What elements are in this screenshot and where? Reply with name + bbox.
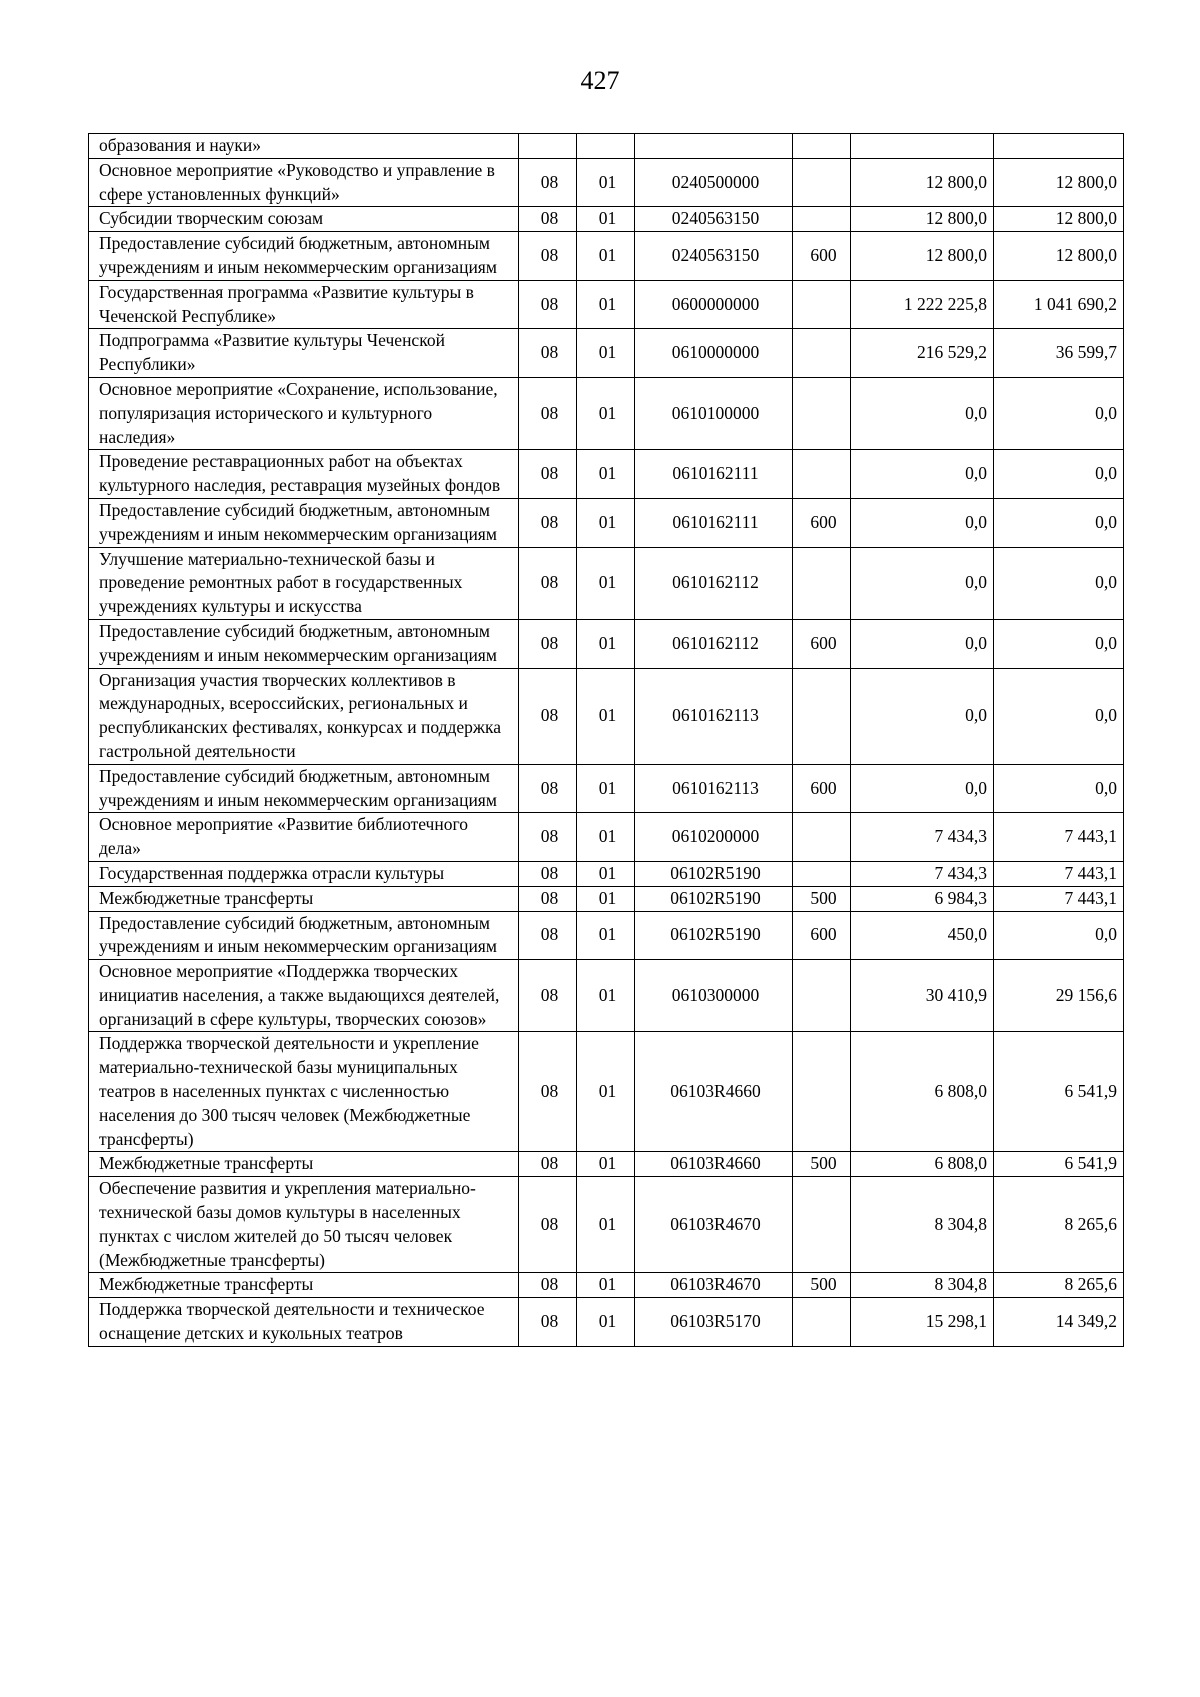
item-name-cell: Межбюджетные трансферты (89, 1152, 519, 1177)
section-code-cell (519, 134, 577, 159)
target-article-cell: 0610000000 (635, 329, 793, 378)
subsection-code-cell: 01 (577, 1177, 635, 1273)
table-row (89, 498, 1124, 547)
subsection-code-cell: 01 (577, 764, 635, 813)
expense-type-cell (793, 329, 851, 378)
amount-year2-cell: 0,0 (994, 377, 1124, 449)
section-code-cell: 08 (519, 280, 577, 329)
table-row (89, 1032, 1124, 1152)
item-name-cell: Поддержка творческой деятельности и укрепление материально-технической базы муниципальных театров в населенных пунктах с численностью населения до 300 тысяч человек (Межбюджетные трансферты) (89, 1032, 519, 1152)
amount-year2-cell: 36 599,7 (994, 329, 1124, 378)
target-article-cell: 06103R4660 (635, 1032, 793, 1152)
amount-year2-cell: 7 443,1 (994, 813, 1124, 862)
item-name-cell: Основное мероприятие «Сохранение, использование, популяризация исторического и культурного наследия» (89, 377, 519, 449)
amount-year2-cell (994, 134, 1124, 159)
expense-type-cell (793, 450, 851, 499)
subsection-code-cell: 01 (577, 498, 635, 547)
amount-year1-cell: 0,0 (851, 377, 994, 449)
table-row (89, 668, 1124, 764)
expense-type-cell: 500 (793, 1152, 851, 1177)
subsection-code-cell: 01 (577, 280, 635, 329)
amount-year2-cell: 1 041 690,2 (994, 280, 1124, 329)
target-article-cell: 06102R5190 (635, 861, 793, 886)
item-name-cell: Поддержка творческой деятельности и техническое оснащение детских и кукольных театров (89, 1298, 519, 1347)
expense-type-cell (793, 668, 851, 764)
item-name-cell: Государственная поддержка отрасли культуры (89, 861, 519, 886)
amount-year2-cell: 12 800,0 (994, 158, 1124, 207)
table-row (89, 280, 1124, 329)
expense-type-cell: 600 (793, 498, 851, 547)
amount-year1-cell: 8 304,8 (851, 1177, 994, 1273)
section-code-cell: 08 (519, 450, 577, 499)
target-article-cell: 0610162113 (635, 668, 793, 764)
subsection-code-cell: 01 (577, 232, 635, 281)
amount-year1-cell: 0,0 (851, 547, 994, 619)
amount-year1-cell: 12 800,0 (851, 232, 994, 281)
amount-year1-cell: 0,0 (851, 619, 994, 668)
amount-year1-cell: 12 800,0 (851, 207, 994, 232)
table-row (89, 911, 1124, 960)
amount-year2-cell: 0,0 (994, 911, 1124, 960)
table-row (89, 450, 1124, 499)
item-name-cell: Предоставление субсидий бюджетным, автономным учреждениям и иным некоммерческим организациям (89, 232, 519, 281)
amount-year2-cell: 12 800,0 (994, 207, 1124, 232)
item-name-cell: Обеспечение развития и укрепления материально-технической базы домов культуры в населенных пунктах с числом жителей до 50 тысяч человек (Межбюджетные трансферты) (89, 1177, 519, 1273)
table-row (89, 960, 1124, 1032)
expense-type-cell: 600 (793, 619, 851, 668)
amount-year1-cell: 216 529,2 (851, 329, 994, 378)
item-name-cell: Предоставление субсидий бюджетным, автономным учреждениям и иным некоммерческим организациям (89, 764, 519, 813)
expense-type-cell: 500 (793, 886, 851, 911)
amount-year2-cell: 0,0 (994, 547, 1124, 619)
amount-year1-cell: 450,0 (851, 911, 994, 960)
expense-type-cell (793, 1032, 851, 1152)
amount-year2-cell: 0,0 (994, 619, 1124, 668)
subsection-code-cell: 01 (577, 668, 635, 764)
subsection-code-cell: 01 (577, 911, 635, 960)
target-article-cell: 06103R4670 (635, 1177, 793, 1273)
target-article-cell: 0610100000 (635, 377, 793, 449)
section-code-cell: 08 (519, 619, 577, 668)
expense-type-cell (793, 813, 851, 862)
item-name-cell: Предоставление субсидий бюджетным, автономным учреждениям и иным некоммерческим организациям (89, 911, 519, 960)
table-row (89, 1273, 1124, 1298)
item-name-cell: Основное мероприятие «Руководство и управление в сфере установленных функций» (89, 158, 519, 207)
target-article-cell: 0610162112 (635, 547, 793, 619)
target-article-cell: 0610162111 (635, 498, 793, 547)
item-name-cell: Основное мероприятие «Развитие библиотечного дела» (89, 813, 519, 862)
section-code-cell: 08 (519, 158, 577, 207)
page-number: 427 (580, 66, 620, 95)
table-row (89, 861, 1124, 886)
item-name-cell: Межбюджетные трансферты (89, 1273, 519, 1298)
item-name-cell: Предоставление субсидий бюджетным, автономным учреждениям и иным некоммерческим организациям (89, 498, 519, 547)
table-row (89, 764, 1124, 813)
section-code-cell: 08 (519, 764, 577, 813)
subsection-code-cell: 01 (577, 813, 635, 862)
subsection-code-cell: 01 (577, 1298, 635, 1347)
amount-year2-cell: 8 265,6 (994, 1177, 1124, 1273)
subsection-code-cell: 01 (577, 861, 635, 886)
section-code-cell: 08 (519, 498, 577, 547)
section-code-cell: 08 (519, 668, 577, 764)
subsection-code-cell: 01 (577, 329, 635, 378)
item-name-cell: Подпрограмма «Развитие культуры Чеченской Республики» (89, 329, 519, 378)
amount-year2-cell: 8 265,6 (994, 1273, 1124, 1298)
target-article-cell: 06103R4670 (635, 1273, 793, 1298)
target-article-cell: 0610162112 (635, 619, 793, 668)
amount-year1-cell (851, 134, 994, 159)
amount-year1-cell: 15 298,1 (851, 1298, 994, 1347)
table-row (89, 207, 1124, 232)
item-name-cell: Предоставление субсидий бюджетным, автономным учреждениям и иным некоммерческим организациям (89, 619, 519, 668)
amount-year2-cell: 7 443,1 (994, 886, 1124, 911)
amount-year1-cell: 0,0 (851, 668, 994, 764)
expense-type-cell: 500 (793, 1273, 851, 1298)
subsection-code-cell: 01 (577, 158, 635, 207)
item-name-cell: Проведение реставрационных работ на объектах культурного наследия, реставрация музейных фондов (89, 450, 519, 499)
section-code-cell: 08 (519, 960, 577, 1032)
amount-year2-cell: 0,0 (994, 450, 1124, 499)
section-code-cell: 08 (519, 911, 577, 960)
subsection-code-cell: 01 (577, 960, 635, 1032)
table-row (89, 377, 1124, 449)
item-name-cell: Субсидии творческим союзам (89, 207, 519, 232)
table-row (89, 813, 1124, 862)
amount-year1-cell: 6 808,0 (851, 1032, 994, 1152)
expense-type-cell (793, 960, 851, 1032)
table-row (89, 134, 1124, 159)
section-code-cell: 08 (519, 1032, 577, 1152)
target-article-cell: 06103R4660 (635, 1152, 793, 1177)
target-article-cell: 0610300000 (635, 960, 793, 1032)
table-row (89, 158, 1124, 207)
table-row (89, 619, 1124, 668)
amount-year1-cell: 7 434,3 (851, 813, 994, 862)
target-article-cell: 0610162113 (635, 764, 793, 813)
target-article-cell: 06103R5170 (635, 1298, 793, 1347)
table-row (89, 547, 1124, 619)
table-row (89, 886, 1124, 911)
amount-year2-cell: 0,0 (994, 668, 1124, 764)
section-code-cell: 08 (519, 377, 577, 449)
expense-type-cell (793, 377, 851, 449)
expense-type-cell (793, 158, 851, 207)
target-article-cell: 0240563150 (635, 207, 793, 232)
section-code-cell: 08 (519, 232, 577, 281)
amount-year2-cell: 6 541,9 (994, 1032, 1124, 1152)
target-article-cell (635, 134, 793, 159)
target-article-cell: 0240500000 (635, 158, 793, 207)
target-article-cell: 0610200000 (635, 813, 793, 862)
subsection-code-cell: 01 (577, 886, 635, 911)
amount-year1-cell: 6 808,0 (851, 1152, 994, 1177)
item-name-cell: Основное мероприятие «Поддержка творческих инициатив населения, а также выдающихся деятелей, организаций в сфере культуры, творческих союзов» (89, 960, 519, 1032)
section-code-cell: 08 (519, 207, 577, 232)
amount-year1-cell: 12 800,0 (851, 158, 994, 207)
amount-year2-cell: 7 443,1 (994, 861, 1124, 886)
budget-table-body (89, 134, 1124, 1347)
amount-year2-cell: 0,0 (994, 498, 1124, 547)
subsection-code-cell: 01 (577, 450, 635, 499)
amount-year1-cell: 6 984,3 (851, 886, 994, 911)
table-row (89, 1298, 1124, 1347)
target-article-cell: 06102R5190 (635, 886, 793, 911)
section-code-cell: 08 (519, 1298, 577, 1347)
target-article-cell: 06102R5190 (635, 911, 793, 960)
expense-type-cell (793, 1177, 851, 1273)
item-name-cell: образования и науки» (89, 134, 519, 159)
section-code-cell: 08 (519, 861, 577, 886)
amount-year2-cell: 29 156,6 (994, 960, 1124, 1032)
amount-year2-cell: 14 349,2 (994, 1298, 1124, 1347)
target-article-cell: 0600000000 (635, 280, 793, 329)
expense-type-cell (793, 861, 851, 886)
table-row (89, 329, 1124, 378)
amount-year1-cell: 7 434,3 (851, 861, 994, 886)
budget-table (88, 133, 1124, 1347)
section-code-cell: 08 (519, 1177, 577, 1273)
target-article-cell: 0610162111 (635, 450, 793, 499)
subsection-code-cell: 01 (577, 619, 635, 668)
expense-type-cell (793, 1298, 851, 1347)
subsection-code-cell: 01 (577, 377, 635, 449)
section-code-cell: 08 (519, 1152, 577, 1177)
subsection-code-cell: 01 (577, 1032, 635, 1152)
section-code-cell: 08 (519, 329, 577, 378)
item-name-cell: Организация участия творческих коллективов в международных, всероссийских, региональных и республиканских фестивалях, конкурсах и поддержка гастрольной деятельности (89, 668, 519, 764)
section-code-cell: 08 (519, 1273, 577, 1298)
section-code-cell: 08 (519, 813, 577, 862)
section-code-cell: 08 (519, 886, 577, 911)
subsection-code-cell: 01 (577, 1273, 635, 1298)
amount-year1-cell: 0,0 (851, 498, 994, 547)
amount-year2-cell: 0,0 (994, 764, 1124, 813)
expense-type-cell (793, 547, 851, 619)
expense-type-cell: 600 (793, 764, 851, 813)
section-code-cell: 08 (519, 547, 577, 619)
amount-year2-cell: 12 800,0 (994, 232, 1124, 281)
table-row (89, 1152, 1124, 1177)
amount-year1-cell: 1 222 225,8 (851, 280, 994, 329)
amount-year1-cell: 0,0 (851, 450, 994, 499)
table-row (89, 232, 1124, 281)
expense-type-cell (793, 134, 851, 159)
expense-type-cell (793, 207, 851, 232)
item-name-cell: Государственная программа «Развитие культуры в Чеченской Республике» (89, 280, 519, 329)
amount-year2-cell: 6 541,9 (994, 1152, 1124, 1177)
table-row (89, 1177, 1124, 1273)
expense-type-cell: 600 (793, 911, 851, 960)
amount-year1-cell: 8 304,8 (851, 1273, 994, 1298)
expense-type-cell: 600 (793, 232, 851, 281)
subsection-code-cell: 01 (577, 1152, 635, 1177)
item-name-cell: Улучшение материально-технической базы и проведение ремонтных работ в государственных учреждениях культуры и искусства (89, 547, 519, 619)
item-name-cell: Межбюджетные трансферты (89, 886, 519, 911)
amount-year1-cell: 30 410,9 (851, 960, 994, 1032)
expense-type-cell (793, 280, 851, 329)
target-article-cell: 0240563150 (635, 232, 793, 281)
subsection-code-cell (577, 134, 635, 159)
subsection-code-cell: 01 (577, 207, 635, 232)
subsection-code-cell: 01 (577, 547, 635, 619)
amount-year1-cell: 0,0 (851, 764, 994, 813)
